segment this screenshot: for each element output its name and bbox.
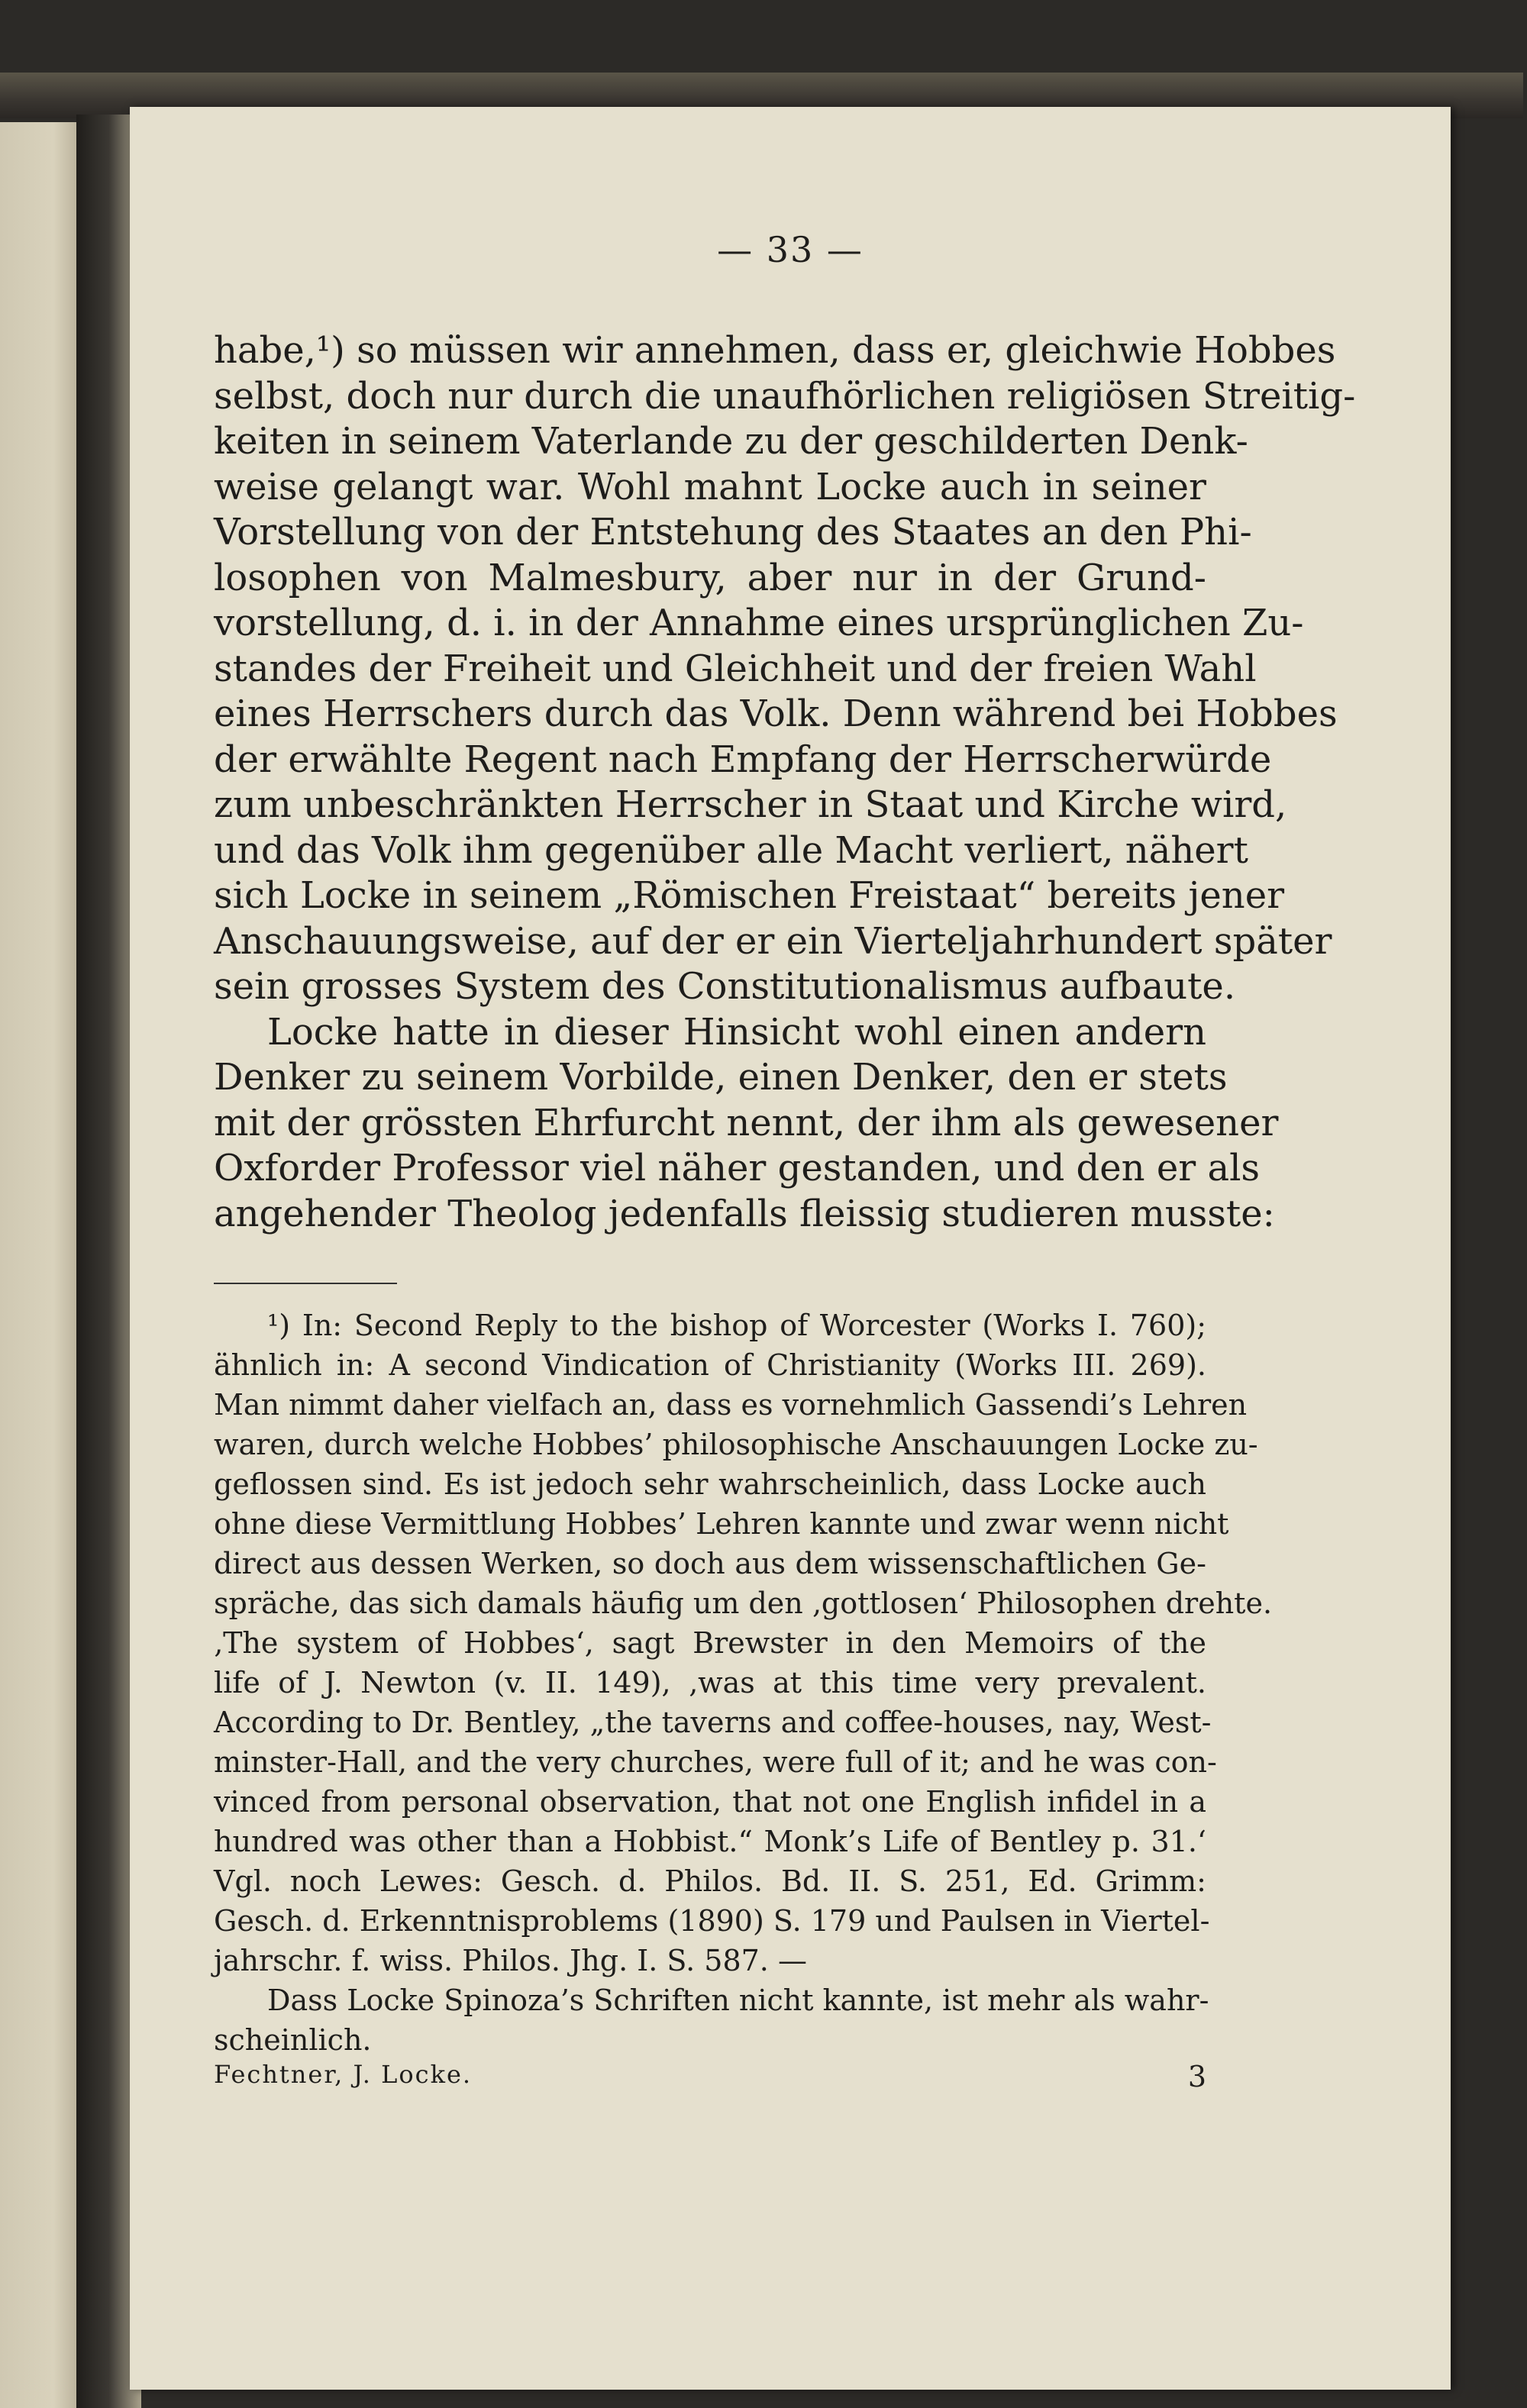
text-line: Oxforder Professor viel näher gestanden, und den er als [214, 1147, 1261, 1189]
footnote-line: Gesch. d. Erkenntnisproblems (1890) S. 179 und Paulsen in Viertel- [214, 1904, 1210, 1938]
text-line: angehender Theolog jedenfalls fleissig studieren musste: [214, 1192, 1275, 1235]
footnote-line: waren, durch welche Hobbes’ philosophische Anschauungen Locke zu- [214, 1428, 1258, 1461]
footnote-line: life of J. Newton (v. II. 149), ‚was at this time very prevalent. [214, 1666, 1206, 1699]
footnote-line: minster-Hall, and the very churches, were full of it; and he was con- [214, 1745, 1217, 1779]
text-line: sein grosses System des Constitutionalismus aufbaute. [214, 965, 1236, 1008]
page-number-header: — 33 — [717, 229, 864, 270]
text-line: habe,¹) so müssen wir annehmen, dass er, gleichwie Hobbes [214, 329, 1336, 372]
footnote-line: direct aus dessen Werken, so doch aus dem wissenschaftlichen Ge- [214, 1547, 1206, 1580]
footnote-line: hundred was other than a Hobbist.“ Monk’s Life of Bentley p. 31.‘ [214, 1825, 1206, 1858]
text-line: und das Volk ihm gegenüber alle Macht verliert, nähert [214, 828, 1248, 872]
text-line: weise gelangt war. Wohl mahnt Locke auch in seiner [214, 465, 1206, 508]
footnote-line: Dass Locke Spinoza’s Schriften nicht kannte, ist mehr als wahr- [267, 1984, 1209, 2017]
text-line: keiten in seinem Vaterlande zu der geschilderten Denk- [214, 420, 1248, 463]
text-line: standes der Freiheit und Gleichheit und der freien Wahl [214, 647, 1257, 690]
footnote-line: ähnlich in: A second Vindication of Christianity (Works III. 269). [214, 1348, 1206, 1382]
text-line: Denker zu seinem Vorbilde, einen Denker, den er stets [214, 1056, 1228, 1099]
footnote-line: ¹) In: Second Reply to the bishop of Worcester (Works I. 760); [267, 1309, 1206, 1342]
footnote-line: spräche, das sich damals häufig um den ‚gottlosen‘ Philosophen drehte. [214, 1587, 1273, 1620]
text-line: Vorstellung von der Entstehung des Staates an den Phi- [214, 511, 1252, 554]
main-text [214, 328, 1356, 1237]
footnote-line: ohne diese Vermittlung Hobbes’ Lehren kannte und zwar wenn nicht [214, 1507, 1229, 1541]
book-page [130, 107, 1451, 2390]
text-line: mit der grössten Ehrfurcht nennt, der ihm als gewesener [214, 1101, 1279, 1144]
footnote-line: According to Dr. Bentley, „the taverns and coffee-houses, nay, West- [214, 1706, 1212, 1739]
text-line: der erwählte Regent nach Empfang der Herrscherwürde [214, 738, 1272, 781]
text-line: Locke hatte in dieser Hinsicht wohl einen andern [267, 1010, 1206, 1054]
facing-page-edge [0, 122, 76, 2408]
footnote-line: scheinlich. [214, 2023, 372, 2057]
text-line: vorstellung, d. i. in der Annahme eines ursprünglichen Zu- [214, 602, 1304, 644]
footnote-divider [214, 1283, 397, 1284]
text-line: losophen von Malmesbury, aber nur in der Grund- [214, 556, 1206, 599]
footnote-line: geflossen sind. Es ist jedoch sehr wahrscheinlich, dass Locke auch [214, 1467, 1206, 1501]
text-line: Anschauungsweise, auf der er ein Vierteljahrhundert später [214, 919, 1332, 963]
text-line: eines Herrschers durch das Volk. Denn während bei Hobbes [214, 692, 1338, 735]
footnote-line: ‚The system of Hobbes‘, sagt Brewster in den Memoirs of the [214, 1626, 1206, 1660]
footnote-line: jahrschr. f. wiss. Philos. Jhg. I. S. 587. — [214, 1944, 807, 1977]
footnote-line: Man nimmt daher vielfach an, dass es vornehmlich Gassendi’s Lehren [214, 1388, 1248, 1422]
sheet-signature: 3 [1187, 2060, 1206, 2093]
text-line: sich Locke in seinem „Römischen Freistaat“ bereits jener [214, 874, 1285, 917]
footnote [214, 1306, 1273, 2060]
text-line: zum unbeschränkten Herrscher in Staat und Kirche wird, [214, 783, 1287, 826]
footnote-line: Vgl. noch Lewes: Gesch. d. Philos. Bd. II. S. 251, Ed. Grimm: [214, 1864, 1206, 1898]
footer-author: Fechtner, J. Locke. [214, 2060, 473, 2089]
text-line: selbst, doch nur durch die unaufhörlichen religiösen Streitig- [214, 374, 1356, 418]
footnote-line: vinced from personal observation, that not one English infidel in a [214, 1785, 1206, 1819]
